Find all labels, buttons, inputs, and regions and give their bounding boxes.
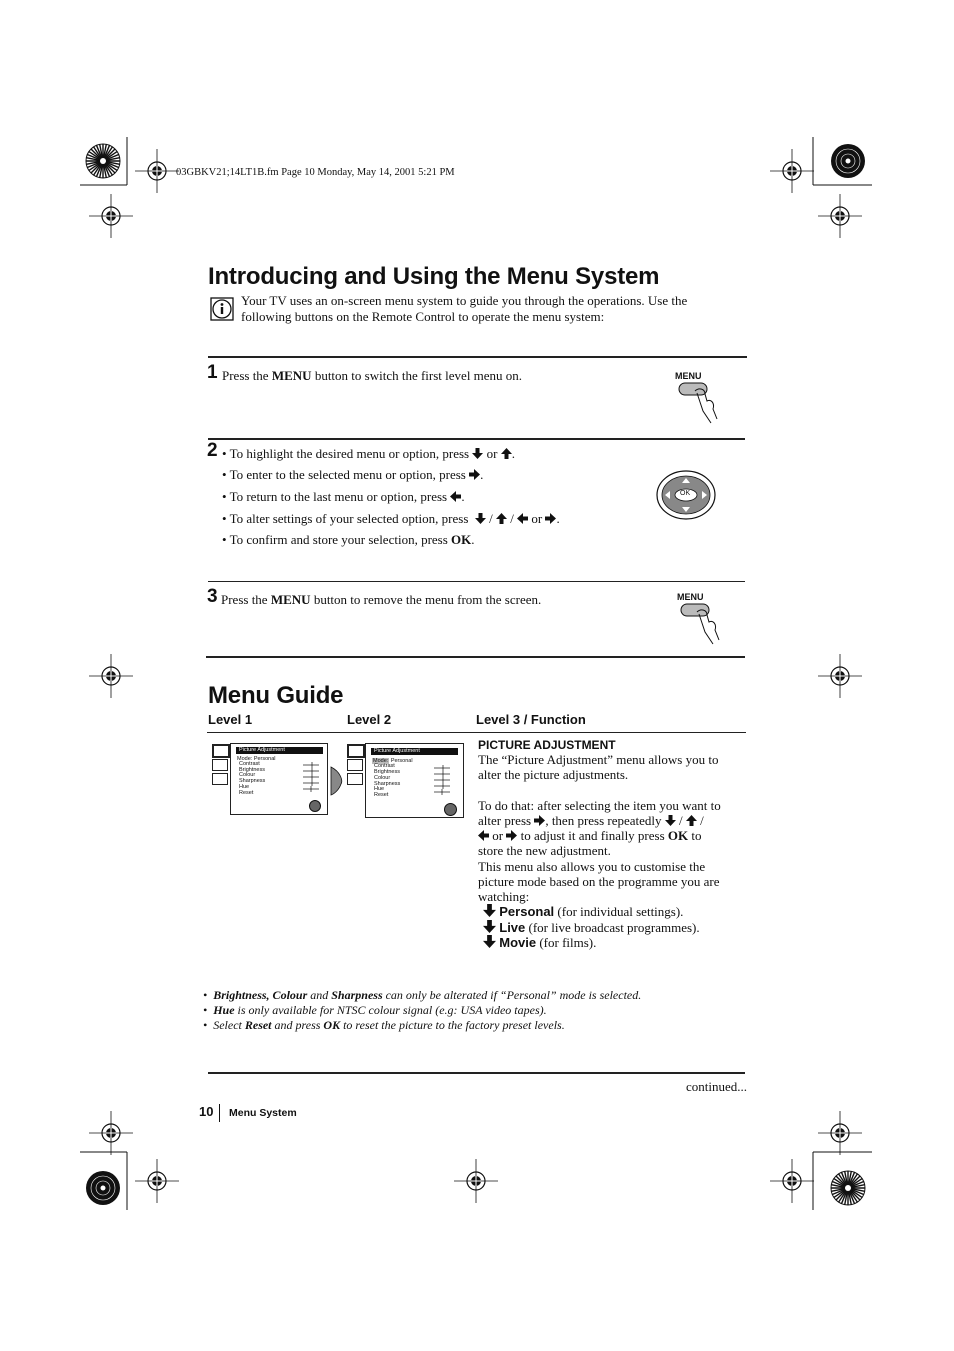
function-heading: PICTURE ADJUSTMENT	[478, 738, 616, 752]
function-text: store the new adjustment.	[478, 843, 611, 858]
page-title: Introducing and Using the Menu System	[208, 263, 660, 290]
timer-menu-icon	[212, 759, 228, 771]
page-number: 10	[199, 1104, 214, 1119]
picture-menu-icon	[212, 744, 230, 758]
menu-button-label: MENU	[675, 371, 702, 381]
up-arrow-icon	[501, 448, 512, 459]
down-arrow-icon	[483, 935, 496, 948]
level2-menu-screen	[345, 743, 465, 819]
up-arrow-icon	[686, 815, 697, 826]
level1-menu-screen	[210, 743, 328, 815]
step-number: 3	[207, 586, 218, 607]
mode-option-personal: Personal (for individual settings).	[483, 904, 683, 919]
menu-item: Brightness	[374, 769, 400, 775]
step-number: 1	[207, 362, 218, 383]
menu-item: Contrast	[374, 763, 395, 769]
continued-label: continued...	[686, 1079, 748, 1094]
column-header-level3: Level 3 / Function	[476, 712, 586, 727]
right-arrow-icon	[469, 469, 480, 480]
remote-control-icon	[309, 800, 321, 812]
divider	[207, 732, 746, 733]
timer-menu-icon	[347, 759, 363, 771]
menu-button-label: MENU	[677, 592, 704, 602]
right-arrow-icon	[534, 815, 545, 826]
mode-option-movie: Movie (for films).	[483, 935, 596, 950]
divider	[206, 656, 745, 658]
hand-pressing-menu-icon	[675, 381, 725, 426]
right-navigation-arrow-icon	[329, 766, 343, 796]
mode-option-live: Live (for live broadcast programmes).	[483, 920, 700, 935]
menu-item: Hue	[374, 786, 385, 792]
setup-menu-icon	[347, 773, 363, 785]
down-arrow-icon	[483, 920, 496, 933]
function-text: or to adjust it and finally press OK to	[478, 828, 702, 843]
column-header-level1: Level 1	[208, 712, 253, 727]
adjustment-sliders-icon	[303, 762, 321, 796]
step2-bullet-enter: • To enter to the selected menu or option, press .	[222, 467, 484, 482]
remote-control-icon	[444, 803, 457, 816]
menu-item: Contrast	[239, 761, 260, 767]
ok-button-label: OK	[680, 490, 691, 497]
menu-item: Hue	[239, 784, 250, 790]
column-header-level2: Level 2	[347, 712, 392, 727]
file-stamp: 03GBKV21;14LT1B.fm Page 10 Monday, May 14, 2001 5:21 PM	[176, 167, 455, 178]
function-text: alter the picture adjustments.	[478, 767, 629, 782]
note-hue: • Hue is only available for NTSC colour signal (e.g: USA video tapes).	[203, 1003, 547, 1017]
step2-bullet-highlight: • To highlight the desired menu or option, press or .	[222, 446, 515, 461]
down-arrow-icon	[665, 815, 676, 826]
menu-title-bar: Picture Adjustment	[371, 748, 458, 755]
divider	[208, 581, 745, 582]
right-arrow-icon	[545, 513, 556, 524]
note-brightness: • Brightness, Colour and Sharpness can only be alterated if “Personal” mode is selected.	[203, 988, 642, 1002]
function-text: watching:	[478, 889, 530, 904]
menu-item: Sharpness	[374, 781, 401, 787]
footer-separator	[219, 1104, 220, 1122]
hand-pressing-menu-icon	[677, 602, 727, 647]
step3-text: Press the MENU button to remove the menu from the screen.	[221, 592, 542, 607]
setup-menu-icon	[212, 773, 228, 785]
down-arrow-icon	[472, 448, 483, 459]
down-arrow-icon	[483, 904, 496, 917]
intro-text-line1: Your TV uses an on-screen menu system to guide you through the operations. Use the	[241, 293, 688, 308]
section-title: Menu Guide	[208, 682, 344, 709]
menu-item-mode: Mode: Personal	[373, 758, 413, 764]
divider	[208, 438, 745, 440]
menu-title-bar: Picture Adjustment	[236, 747, 323, 754]
function-text: alter press , then press repeatedly / /	[478, 813, 704, 828]
left-arrow-icon	[517, 513, 528, 524]
step2-bullet-return: • To return to the last menu or option, press .	[222, 489, 465, 504]
function-text: To do that: after selecting the item you want to	[478, 798, 721, 813]
function-text: picture mode based on the programme you are	[478, 874, 720, 889]
step2-bullet-confirm: • To confirm and store your selection, press OK.	[222, 532, 475, 547]
up-arrow-icon	[496, 513, 507, 524]
menu-item: Reset	[239, 790, 254, 796]
divider	[208, 1072, 745, 1074]
menu-item: Colour	[374, 775, 391, 781]
down-arrow-icon	[475, 513, 486, 524]
section-name: Menu System	[229, 1107, 297, 1119]
menu-item: Brightness	[239, 767, 265, 773]
menu-item: Reset	[374, 792, 389, 798]
step-number: 2	[207, 440, 218, 461]
menu-screen	[230, 743, 328, 815]
function-text: This menu also allows you to customise the	[478, 859, 706, 874]
left-arrow-icon	[450, 491, 461, 502]
picture-menu-icon	[347, 744, 365, 758]
menu-item: Mode: Personal	[237, 756, 276, 762]
step1-text: Press the MENU button to switch the first level menu on.	[222, 368, 523, 383]
menu-item: Colour	[239, 772, 256, 778]
adjustment-sliders-icon	[434, 765, 452, 799]
menu-item: Sharpness	[239, 778, 266, 784]
note-reset: • Select Reset and press OK to reset the picture to the factory preset levels.	[203, 1018, 565, 1032]
right-arrow-icon	[506, 830, 517, 841]
menu-screen	[365, 743, 464, 818]
function-text: The “Picture Adjustment” menu allows you to	[478, 752, 719, 767]
left-arrow-icon	[478, 830, 489, 841]
intro-text-line2: following buttons on the Remote Control to operate the menu system:	[241, 309, 605, 324]
step2-bullet-alter: • To alter settings of your selected option, press / / or .	[222, 511, 560, 526]
divider	[208, 356, 747, 358]
info-icon	[210, 297, 234, 321]
